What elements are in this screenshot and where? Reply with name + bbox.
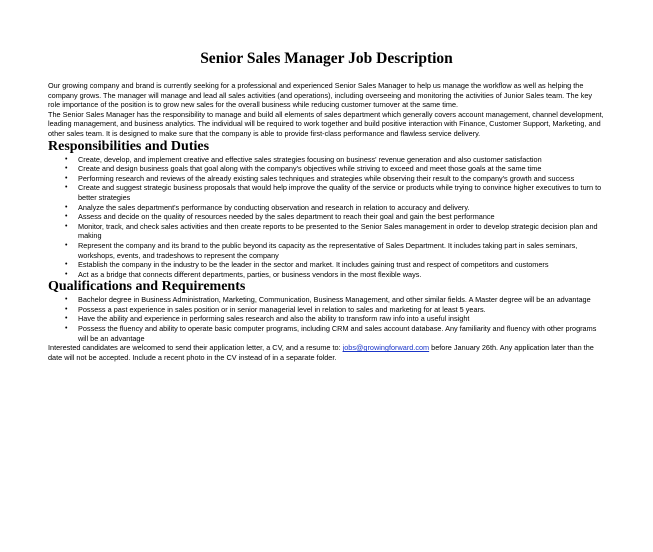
closing-paragraph (48, 343, 605, 362)
email-link[interactable]: jobs@growingforward.com (342, 343, 430, 353)
list-item: • Create, develop, and implement creative and effective sales strategies focusing on business' revenue generation and also customer satisfaction (65, 154, 542, 164)
bullet-icon: • (65, 305, 68, 313)
list-item: • Establish the company in the industry to be the leader in the sector and market. It includes gaining trust and respect of competitors and customers (65, 260, 549, 270)
list-item: • Monitor, track, and check sales activities and then create reports to be presented to the Senior Sales management in order to develop strategic decision plan and making (65, 221, 598, 241)
closing-text-after: before January 26th. Any application later than the date will not be accepted. Include a recent photo in the CV instead of in a separate folder. (48, 343, 594, 362)
bullet-icon: • (65, 222, 68, 230)
bullet-icon: • (65, 241, 68, 249)
responsibilities-list (48, 155, 605, 280)
responsibilities-heading: Responsibilities and Duties (48, 138, 210, 154)
list-item: • Create and design business goals that goal along with the company's objectives while striving to exceed and meet those goals at the same time (65, 164, 542, 174)
list-item: • Performing research and reviews of the already existing sales techniques and strategies while observing their result to the company's growth and success (65, 173, 575, 183)
bullet-icon: • (65, 296, 68, 304)
list-item: • Bachelor degree in Business Administration, Marketing, Communication, Business Management, and other similar fields. A Master degree will be an advantage (65, 295, 591, 305)
document-title: Senior Sales Manager Job Description (200, 50, 453, 67)
bullet-icon: • (65, 261, 68, 269)
bullet-icon: • (65, 165, 68, 173)
bullet-icon: • (65, 184, 68, 192)
intro-paragraph: Our growing company and brand is currently seeking for a professional and experienced Senior Sales Manager to help us manage the workflow as well as helping the company grows. The manager will manage and lead all sales activities (and operations), including overseeing and monitoring the activities of Junior Sales team. The key role importance of the position is to grow new sales for the overall business while reducing customer turnover at the same time. (48, 81, 593, 110)
list-item: • Analyze the sales department's performance by conducting observation and research in relation to accuracy and delivery. (65, 202, 470, 212)
bullet-icon: • (65, 155, 68, 163)
qualifications-heading: Qualifications and Requirements (48, 279, 246, 295)
overview-paragraph: The Senior Sales Manager has the responsibility to manage and build all elements of sales department which generally covers account management, channel development, leading management, and business analytics. The individual will be required to work together and build positive interaction with Finance, Customer Support, Marketing, and other sales team. It is designed to make sure that the company is able to provide first-class performance and flawless service delivery. (48, 109, 604, 138)
list-item: • Represent the company and its brand to the public beyond its capacity as the representative of Sales Department. It includes taking part in sales seminars, workshops, events, and tradeshows to represent the company (65, 240, 578, 260)
bullet-icon: • (65, 213, 68, 221)
list-item: • Have the ability and experience in performing sales research and also the ability to transform raw info into a useful insight (65, 314, 470, 324)
list-item: • Assess and decide on the quality of resources needed by the sales department to reach their goal and gain the best performance (65, 212, 495, 222)
list-item: • Possess a past experience in sales position or in senior managerial level in relation to sales and marketing for at least 5 years. (65, 304, 486, 314)
bullet-icon: • (65, 174, 68, 182)
bullet-icon: • (65, 315, 68, 323)
bullet-icon: • (65, 203, 68, 211)
bullet-icon: • (65, 270, 68, 278)
bullet-icon: • (65, 325, 68, 333)
list-item: • Create and suggest strategic business proposals that would help improve the quality of the service or products while trying to convince higher executives to turn to better strategies (65, 183, 602, 202)
list-item: • Act as a bridge that connects different departments, parties, or business vendors in the most flexible ways. (65, 269, 422, 279)
closing-text-before: Interested candidates are welcomed to send their application letter, a CV, and a resume to: (48, 343, 343, 353)
qualifications-list (48, 295, 605, 343)
list-item: • Possess the fluency and ability to operate basic computer programs, including CRM and sales account database. Any familiarity and fluency with other programs will be an advantage (65, 324, 597, 343)
